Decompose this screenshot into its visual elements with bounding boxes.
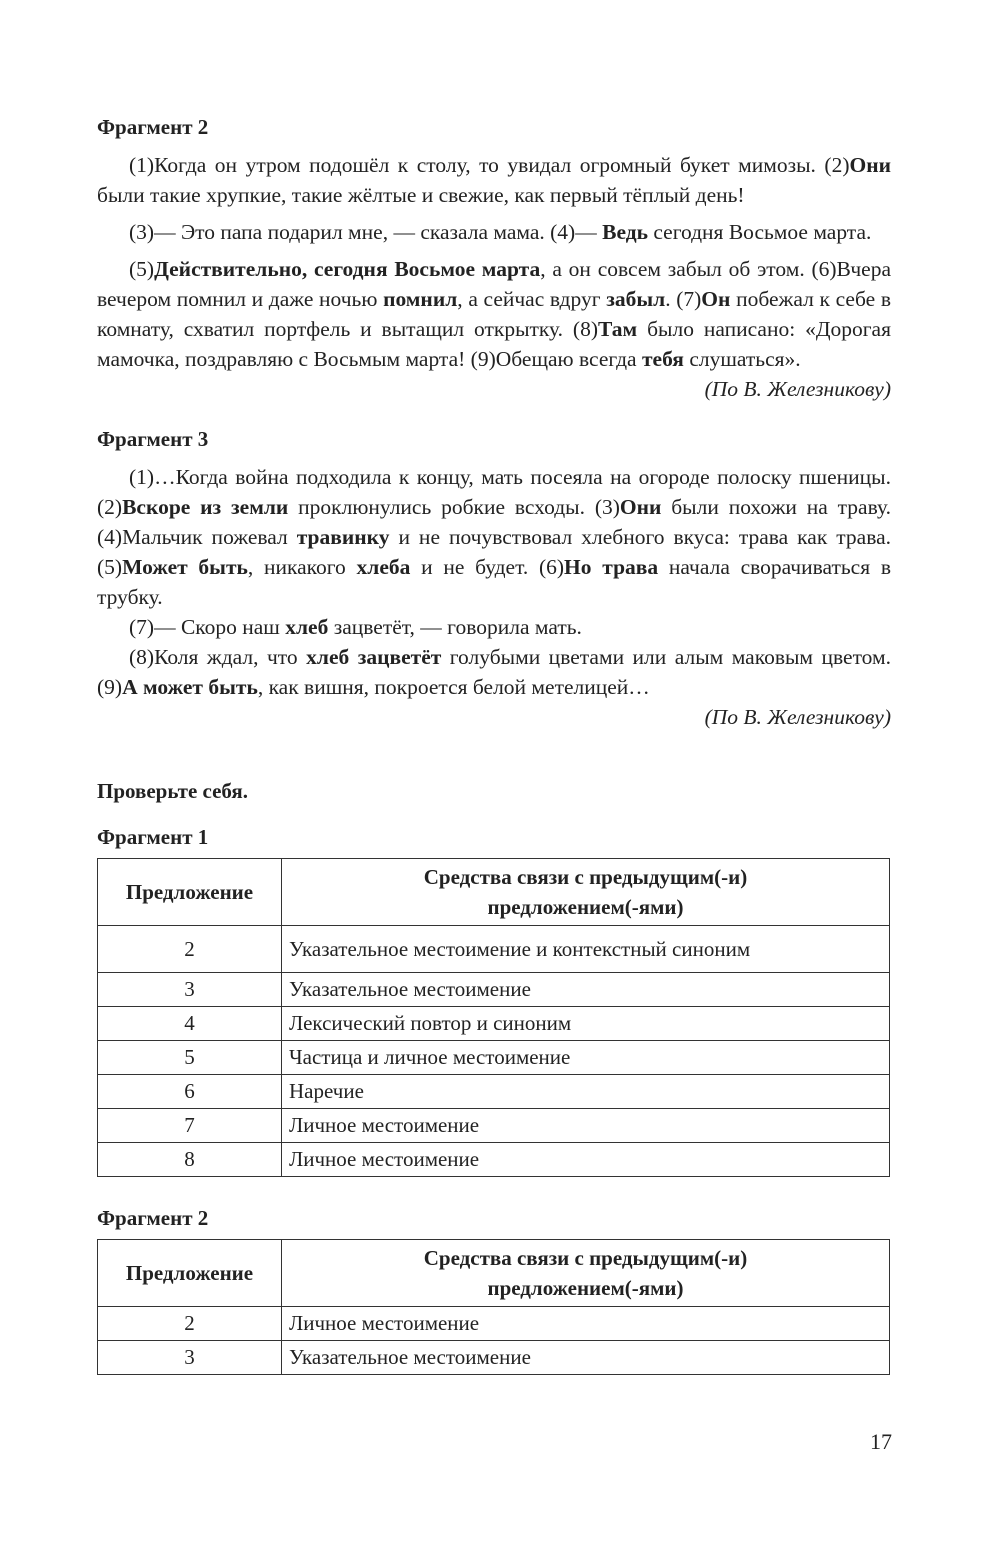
fragment2-paragraph-3: (5)Действительно, сегодня Восьмое марта, а он совсем забыл об этом. (6)Вчера вечером помнил и даже ночью помнил, а сейчас вдруг забыл. (7)Он побежал к себе в комнату, схватил портфель и вытащил открытку. (8)Там было написано: «Дорогая мамочка, поздравляю с Восьмым марта! (9)Обещаю всегда тебя слушаться». xyxy=(97,257,892,371)
table2-header-means: Средства связи с предыдущим(-и) предложением(-ями) xyxy=(282,1240,890,1307)
table1-header-sentence: Предложение xyxy=(98,859,282,926)
fragment3-paragraph-3: (8)Коля ждал, что хлеб зацветёт голубыми цветами или алым маковым цветом. (9)А может быть, как вишня, покроется белой метелицей… xyxy=(97,645,892,699)
sentence-number: 7 xyxy=(98,1109,282,1143)
sentence-number: 5 xyxy=(98,1041,282,1075)
table2-header-sentence: Предложение xyxy=(98,1240,282,1307)
connection-means: Личное местоимение xyxy=(282,1109,890,1143)
sentence-number: 2 xyxy=(98,926,282,973)
table1-header-means: Средства связи с предыдущим(-и) предложением(-ями) xyxy=(282,859,890,926)
connection-means: Личное местоимение xyxy=(282,1307,890,1341)
table-row xyxy=(98,926,890,973)
answers-table-fragment-1 xyxy=(97,858,890,1177)
fragment3-paragraph-1: (1)…Когда война подходила к концу, мать посеяла на огороде полоску пшеницы. (2)Вскоре из земли проклюнулись робкие всходы. (3)Они были похожи на траву. (4)Мальчик пожевал травинку и не почувствовал хлебного вкуса: трава как трава. (5)Может быть, никакого хлеба и не будет. (6)Но трава начала сворачиваться в трубку. xyxy=(97,465,891,609)
fragment3-source: (По В. Железникову) xyxy=(704,705,891,729)
page-content xyxy=(97,112,891,1375)
page-number: 17 xyxy=(870,1429,892,1454)
table-row xyxy=(98,1109,890,1143)
connection-means: Указательное местоимение xyxy=(282,973,890,1007)
table-row xyxy=(98,1143,890,1177)
table2-title: Фрагмент 2 xyxy=(97,1206,209,1230)
connection-means: Частица и личное местоимение xyxy=(282,1041,890,1075)
table-row xyxy=(98,973,890,1007)
connection-means: Указательное местоимение и контекстный синоним xyxy=(282,926,890,973)
sentence-number: 4 xyxy=(98,1007,282,1041)
table-row xyxy=(98,1341,890,1375)
fragment2-paragraph-2: (3)— Это папа подарил мне, — сказала мама. (4)— Ведь сегодня Восьмое марта. xyxy=(129,220,872,244)
connection-means: Лексический повтор и синоним xyxy=(282,1007,890,1041)
sentence-number: 8 xyxy=(98,1143,282,1177)
table-row xyxy=(98,1075,890,1109)
table-row xyxy=(98,1007,890,1041)
sentence-number: 2 xyxy=(98,1307,282,1341)
fragment2-paragraph-1: (1)Когда он утром подошёл к столу, то увидал огромный букет мимозы. (2)Они были такие хрупкие, такие жёлтые и свежие, как первый тёплый день! xyxy=(97,153,891,207)
sentence-number: 3 xyxy=(98,973,282,1007)
connection-means: Указательное местоимение xyxy=(282,1341,890,1375)
table1-title: Фрагмент 1 xyxy=(97,825,209,849)
sentence-number: 6 xyxy=(98,1075,282,1109)
check-yourself-heading: Проверьте себя. xyxy=(97,779,249,803)
table-row xyxy=(98,1041,890,1075)
connection-means: Наречие xyxy=(282,1075,890,1109)
fragment2-source: (По В. Железникову) xyxy=(704,377,891,401)
table-row xyxy=(98,1307,890,1341)
fragment2-title: Фрагмент 2 xyxy=(97,115,209,139)
sentence-number: 3 xyxy=(98,1341,282,1375)
connection-means: Личное местоимение xyxy=(282,1143,890,1177)
fragment3-title: Фрагмент 3 xyxy=(97,427,209,451)
answers-table-fragment-2 xyxy=(97,1239,890,1375)
fragment3-paragraph-2: (7)— Скоро наш хлеб зацветёт, — говорила мать. xyxy=(129,615,582,639)
